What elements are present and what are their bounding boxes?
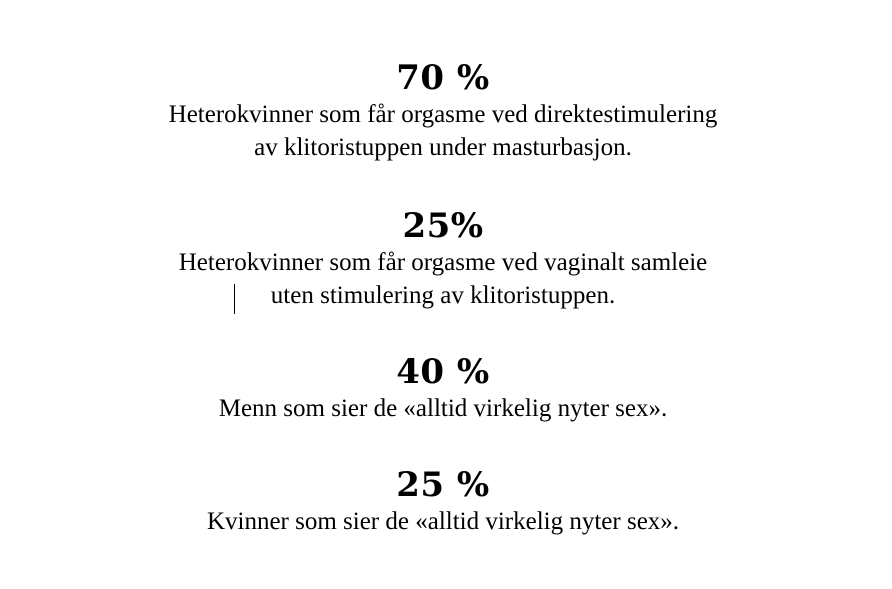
stat-description-line: Menn som sier de «alltid virkelig nyter sex». (218, 395, 668, 422)
statistic-block (0, 465, 886, 538)
stat-description-line[interactable]: uten stimulering av klitoristuppen. (270, 282, 616, 309)
statistic-block (0, 206, 886, 312)
stat-percentage: 25% (402, 206, 484, 246)
stat-description (0, 98, 886, 164)
statistic-block (0, 58, 886, 164)
stat-description-line: av klitoristuppen under masturbasjon. (254, 134, 632, 161)
stat-description (0, 392, 886, 425)
text-cursor (234, 284, 235, 314)
stat-description (0, 246, 886, 312)
stat-description-line: Heterokvinner som får orgasme ved direktestimulering (168, 101, 718, 128)
stat-description (0, 505, 886, 538)
statistic-block (0, 352, 886, 425)
stat-percentage: 40 % (396, 352, 490, 392)
stat-percentage: 70 % (396, 58, 490, 98)
stat-description-line: Kvinner som sier de «alltid virkelig nyter sex». (206, 508, 680, 535)
stat-percentage: 25 % (396, 465, 490, 505)
stat-description-line: Heterokvinner som får orgasme ved vaginalt samleie (178, 249, 708, 276)
